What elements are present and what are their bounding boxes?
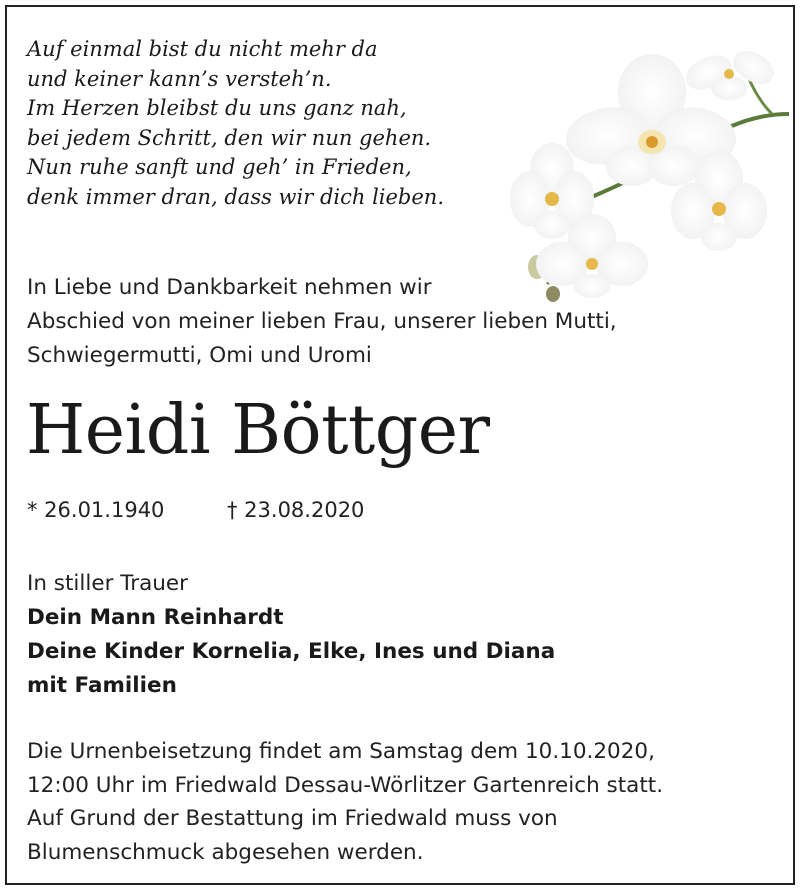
burial-info [27,735,663,869]
info-line: Die Urnenbeisetzung findet am Samstag dem 10.10.2020, [27,739,655,764]
obituary-notice [5,5,795,885]
poem-line: und keiner kann’s versteh’n. [27,66,332,91]
info-line: Blumenschmuck abgesehen werden. [27,839,424,865]
memorial-poem [27,35,444,212]
poem-line: Auf einmal bist du nicht mehr da [27,37,378,61]
info-line: Auf Grund der Bestattung im Friedwald muss von [27,806,558,831]
mourners-block [27,567,555,703]
poem-line: Im Herzen bleibst du uns ganz nah, [27,96,407,120]
death-date: † 23.08.2020 [227,498,365,522]
intro-line: Abschied von meiner lieben Frau, unserer lieben Mutti, [27,309,617,334]
mourner-line: Dein Mann Reinhardt [27,605,284,630]
farewell-intro [27,271,617,373]
intro-line: Schwiegermutti, Omi und Uromi [27,343,372,368]
poem-line: bei jedem Schritt, den wir nun gehen. [27,125,432,150]
poem-line: denk immer dran, dass wir dich lieben. [27,184,445,209]
poem-line: Nun ruhe sanft und geh’ in Frieden, [27,155,412,179]
intro-line: In Liebe und Dankbarkeit nehmen wir [27,275,432,300]
mourning-heading: In stiller Trauer [27,571,188,596]
mourner-line: Deine Kinder Kornelia, Elke, Ines und Diana [27,639,556,664]
mourner-line: mit Familien [27,673,177,698]
info-line: 12:00 Uhr im Friedwald Dessau-Wörlitzer Gartenreich statt. [27,772,664,798]
birth-date: * 26.01.1940 [27,498,165,522]
deceased-name: Heidi Böttger [26,391,490,470]
life-dates [27,494,364,526]
orchid-flower-icon [507,19,791,309]
